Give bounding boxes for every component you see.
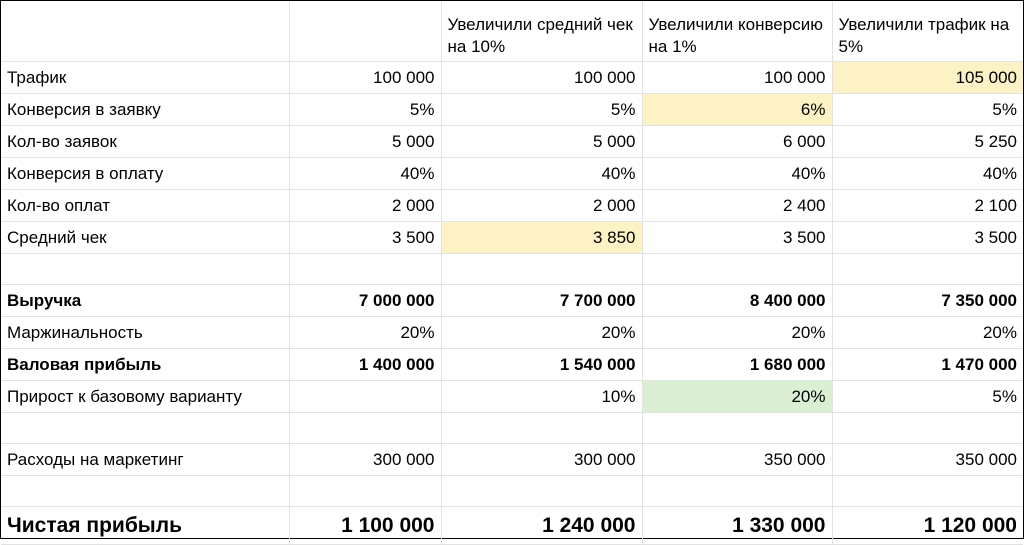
- row-label[interactable]: Прирост к базовому варианту: [1, 381, 289, 413]
- empty-cell[interactable]: [1, 254, 289, 285]
- row-label[interactable]: Конверсия в оплату: [1, 158, 289, 190]
- cell[interactable]: 20%: [832, 317, 1023, 349]
- cell[interactable]: 350 000: [832, 444, 1023, 476]
- empty-row: [1, 413, 1023, 444]
- header-cell[interactable]: [1, 1, 289, 62]
- cell[interactable]: 20%: [441, 317, 642, 349]
- cell[interactable]: 40%: [832, 158, 1023, 190]
- cell[interactable]: 7 700 000: [441, 285, 642, 317]
- empty-cell[interactable]: [642, 254, 832, 285]
- header-row: [1, 1, 1023, 62]
- cell[interactable]: 5%: [289, 94, 441, 126]
- table-row: [1, 190, 1023, 222]
- row-label[interactable]: Чистая прибыль: [1, 507, 289, 545]
- cell[interactable]: 1 680 000: [642, 349, 832, 381]
- table-row: [1, 222, 1023, 254]
- empty-cell[interactable]: [642, 413, 832, 444]
- table-row: [1, 94, 1023, 126]
- cell[interactable]: 5 000: [289, 126, 441, 158]
- cell[interactable]: 3 500: [289, 222, 441, 254]
- cell[interactable]: 1 400 000: [289, 349, 441, 381]
- empty-cell[interactable]: [441, 254, 642, 285]
- empty-cell[interactable]: [642, 476, 832, 507]
- cell[interactable]: 3 500: [642, 222, 832, 254]
- cell[interactable]: 40%: [642, 158, 832, 190]
- cell[interactable]: 3 500: [832, 222, 1023, 254]
- cell-highlighted[interactable]: 105 000: [832, 62, 1023, 94]
- empty-cell[interactable]: [1, 413, 289, 444]
- row-label[interactable]: Кол-во оплат: [1, 190, 289, 222]
- row-label[interactable]: Трафик: [1, 62, 289, 94]
- cell[interactable]: 2 000: [289, 190, 441, 222]
- empty-cell[interactable]: [289, 476, 441, 507]
- cell[interactable]: 20%: [642, 317, 832, 349]
- cell[interactable]: 100 000: [289, 62, 441, 94]
- row-label[interactable]: Кол-во заявок: [1, 126, 289, 158]
- cell[interactable]: 7 350 000: [832, 285, 1023, 317]
- row-label[interactable]: Валовая прибыль: [1, 349, 289, 381]
- cell[interactable]: 20%: [289, 317, 441, 349]
- row-label[interactable]: Маржинальность: [1, 317, 289, 349]
- header-cell[interactable]: [289, 1, 441, 62]
- cell[interactable]: 40%: [289, 158, 441, 190]
- cell[interactable]: 7 000 000: [289, 285, 441, 317]
- empty-cell[interactable]: [289, 254, 441, 285]
- cell[interactable]: 5 250: [832, 126, 1023, 158]
- cell[interactable]: 10%: [441, 381, 642, 413]
- empty-cell[interactable]: [289, 413, 441, 444]
- profit-table: [1, 1, 1023, 545]
- cell[interactable]: 1 100 000: [289, 507, 441, 545]
- cell[interactable]: 2 000: [441, 190, 642, 222]
- empty-cell[interactable]: [832, 254, 1023, 285]
- cell[interactable]: 5%: [441, 94, 642, 126]
- cell[interactable]: 100 000: [441, 62, 642, 94]
- cell[interactable]: 300 000: [441, 444, 642, 476]
- cell[interactable]: 6 000: [642, 126, 832, 158]
- table-row: [1, 444, 1023, 476]
- cell-highlighted[interactable]: 6%: [642, 94, 832, 126]
- cell[interactable]: 1 240 000: [441, 507, 642, 545]
- empty-cell[interactable]: [441, 413, 642, 444]
- empty-cell[interactable]: [832, 476, 1023, 507]
- cell-highlighted[interactable]: 20%: [642, 381, 832, 413]
- cell[interactable]: 2 100: [832, 190, 1023, 222]
- empty-cell[interactable]: [441, 476, 642, 507]
- row-label[interactable]: Конверсия в заявку: [1, 94, 289, 126]
- row-label[interactable]: Выручка: [1, 285, 289, 317]
- header-cell[interactable]: Увеличили средний чек на 10%: [441, 1, 642, 62]
- cell-highlighted[interactable]: 3 850: [441, 222, 642, 254]
- row-label[interactable]: Средний чек: [1, 222, 289, 254]
- cell[interactable]: 100 000: [642, 62, 832, 94]
- empty-row: [1, 254, 1023, 285]
- cell[interactable]: 300 000: [289, 444, 441, 476]
- header-cell[interactable]: Увеличили конверсию на 1%: [642, 1, 832, 62]
- cell[interactable]: 8 400 000: [642, 285, 832, 317]
- cell[interactable]: 350 000: [642, 444, 832, 476]
- table-row: [1, 158, 1023, 190]
- cell[interactable]: [289, 381, 441, 413]
- table-row: [1, 349, 1023, 381]
- table-row: [1, 381, 1023, 413]
- table-row: [1, 126, 1023, 158]
- row-label[interactable]: Расходы на маркетинг: [1, 444, 289, 476]
- cell[interactable]: 5 000: [441, 126, 642, 158]
- header-cell[interactable]: Увеличили трафик на 5%: [832, 1, 1023, 62]
- table-row: [1, 317, 1023, 349]
- empty-cell[interactable]: [1, 476, 289, 507]
- cell[interactable]: 1 470 000: [832, 349, 1023, 381]
- table-row: [1, 62, 1023, 94]
- empty-row: [1, 476, 1023, 507]
- empty-cell[interactable]: [832, 413, 1023, 444]
- cell[interactable]: 40%: [441, 158, 642, 190]
- cell[interactable]: 5%: [832, 94, 1023, 126]
- cell[interactable]: 5%: [832, 381, 1023, 413]
- cell[interactable]: 1 540 000: [441, 349, 642, 381]
- cell[interactable]: 2 400: [642, 190, 832, 222]
- cell[interactable]: 1 120 000: [832, 507, 1023, 545]
- cell[interactable]: 1 330 000: [642, 507, 832, 545]
- table-row: [1, 285, 1023, 317]
